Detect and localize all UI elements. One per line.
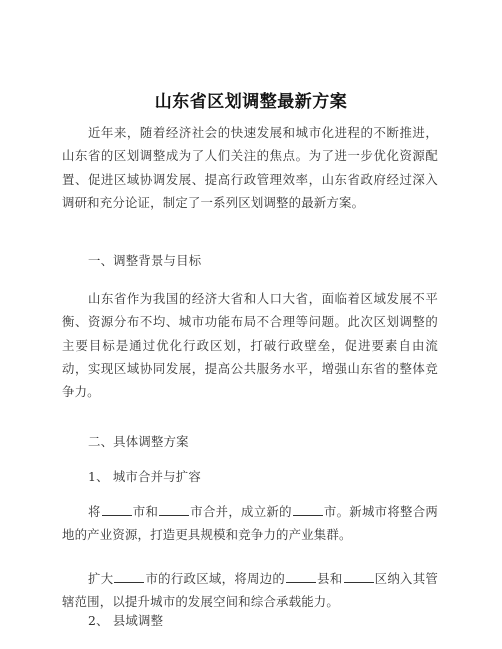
document-title: 山东省区划调整最新方案	[154, 92, 348, 112]
text-segment: 市的行政区域，将周边的	[145, 571, 286, 586]
section-background-paragraph: 山东省作为我国的经济大省和人口大省，面临着区域发展不平衡、资源分布不均、城市功能布局不合理等问题。此次区划调整的主要目标是通过优化行政区划，打破行政壁垒，促进要素自由流动，实现区域协同发展，提高公共服务水平，增强山东省的整体竞争力。	[62, 291, 438, 400]
text-segment: 市和	[132, 504, 159, 519]
fill-blank	[114, 571, 144, 583]
text-segment: 扩大	[88, 571, 114, 586]
text-segment: 县和	[317, 571, 343, 586]
fill-blank	[159, 504, 189, 516]
subsection-heading-county: 2、 县域调整	[88, 613, 164, 628]
city-expand-paragraph	[62, 567, 438, 614]
city-merge-paragraph	[62, 500, 438, 547]
text-segment: 将	[88, 504, 101, 519]
subsection-heading-city-merge: 1、 城市合并与扩容	[88, 469, 201, 484]
intro-paragraph: 近年来，随着经济社会的快速发展和城市化进程的不断推进，山东省的区划调整成为了人们关注的焦点。为了进一步优化资源配置、促进区域协调发展、提高行政管理效率，山东省政府经过深入调研和充分论证，制定了一系列区划调整的最新方案。	[62, 125, 438, 210]
fill-blank	[102, 504, 132, 516]
fill-blank	[344, 571, 374, 583]
text-segment: 区纳入其管辖范围，以提升城市的发展空间和综合承载能力。	[62, 571, 439, 610]
fill-blank	[286, 571, 316, 583]
section-heading-background: 一、调整背景与目标	[88, 253, 202, 268]
section-heading-plan: 二、具体调整方案	[88, 434, 189, 449]
fill-blank	[293, 504, 323, 516]
text-segment: 市。新城市将整合两地的产业资源，打造更具规模和竞争力的产业集群。	[62, 504, 438, 543]
text-segment: 市合并，成立新的	[190, 504, 292, 519]
